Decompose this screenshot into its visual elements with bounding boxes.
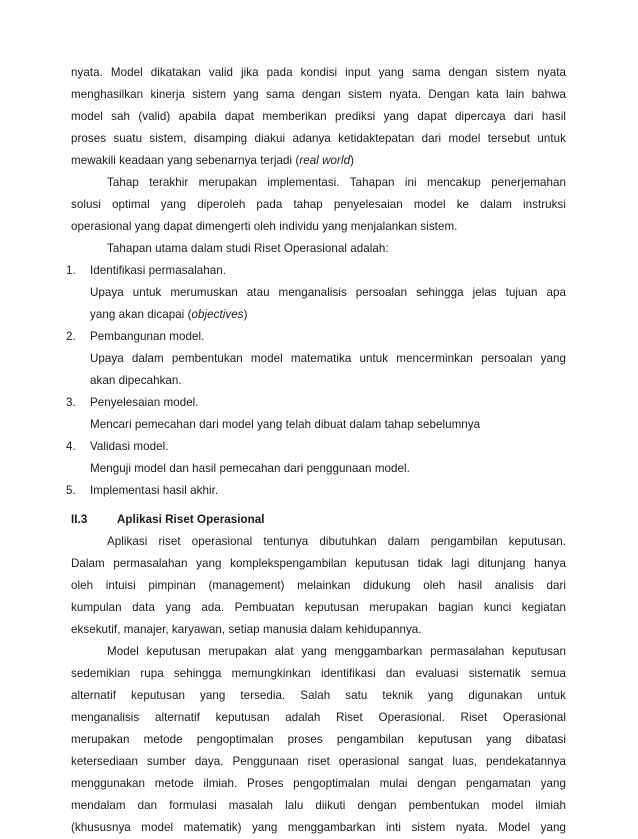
list-item-title [66, 480, 566, 502]
list-number: 3. [66, 396, 76, 409]
paragraph-implementation [71, 172, 566, 238]
paragraph-decision-model [71, 641, 566, 839]
list-title-text: Identifikasi permasalahan. [90, 264, 226, 277]
text-line: Tahap terakhir merupakan implementasi. Tahapan ini mencakup penerjemahan [107, 176, 566, 189]
list-number: 4. [66, 440, 76, 453]
list-item [66, 480, 566, 502]
text-line: Aplikasi riset operasional tentunya dibutuhkan dalam pengambilan keputusan. [107, 535, 566, 548]
paragraph-stages-intro: Tahapan utama dalam studi Riset Operasional adalah: [107, 242, 389, 255]
list-item-desc: Mencari pemecahan dari model yang telah dibuat dalam tahap sebelumnya [90, 418, 481, 431]
page-content [66, 62, 566, 839]
text-line: alternatif keputusan yang tersedia. Salah satu teknik yang digunakan untuk [71, 689, 566, 702]
list-item [66, 326, 566, 392]
text-line: menggunakan metode ilmiah. Proses pengoptimalan mulai dengan pengamatan yang [71, 777, 566, 790]
text-line: operasional yang dapat dimengerti oleh individu yang menjalankan sistem. [71, 220, 458, 233]
list-item-desc: Menguji model dan hasil pemecahan dari penggunaan model. [90, 462, 410, 475]
italic-term: objectives [191, 308, 244, 321]
stages-list [66, 260, 566, 502]
text-line: Dalam permasalahan yang komplekspengambilan keputusan tidak lagi ditunjang hanya [71, 557, 566, 570]
list-item-title [66, 392, 566, 414]
text-line: eksekutif, manajer, karyawan, setiap manusia dalam kehidupannya. [71, 623, 422, 636]
section-number: II.3 [71, 513, 88, 526]
list-item-desc: Upaya dalam pembentukan model matematika untuk mencerminkan persoalan yang [90, 352, 566, 365]
text-span: yang akan dicapai ( [90, 308, 192, 321]
text-line: mendalam dan formulasi masalah lalu diikuti dengan pembentukan model ilmiah [71, 799, 566, 812]
italic-term: real world [299, 154, 351, 167]
text-line: model sah (valid) apabila dapat memberikan prediksi yang dapat dipercaya dari hasil [71, 110, 566, 123]
text-line: proses suatu sistem, disamping diakui adanya ketidaktepatan dari model tersebut untuk [71, 132, 566, 145]
text-line: sedemikian rupa sehingga memungkinkan identifikasi dan evaluasi sistematik semua [71, 667, 566, 680]
list-title-text: Implementasi hasil akhir. [90, 484, 219, 497]
list-item-title [66, 260, 566, 282]
text-line: merupakan metode pengoptimalan proses pengambilan keputusan yang dibatasi [71, 733, 566, 746]
text-line: oleh intuisi pimpinan (management) melainkan didukung oleh hasil analisis dari [71, 579, 566, 592]
list-item-desc [71, 304, 566, 326]
list-item [66, 436, 566, 480]
text-line: nyata. Model dikatakan valid jika pada kondisi input yang sama dengan sistem nyata [71, 66, 566, 79]
list-title-text: Validasi model. [90, 440, 169, 453]
text-line [71, 150, 566, 172]
list-title-text: Pembangunan model. [90, 330, 205, 343]
text-span: ) [350, 154, 354, 167]
text-span: mewakili keadaan yang sebenarnya terjadi ( [71, 154, 300, 167]
list-item-title [66, 326, 566, 348]
text-line: Model keputusan merupakan alat yang menggambarkan permasalahan keputusan [107, 645, 566, 658]
list-number: 5. [66, 484, 76, 497]
text-line: (khususnya model matematik) yang menggambarkan inti sistem nyata. Model yang [71, 821, 566, 834]
section-title: Aplikasi Riset Operasional [117, 513, 265, 526]
list-number: 2. [66, 330, 76, 343]
list-number: 1. [66, 264, 76, 277]
text-line: kumpulan data yang ada. Pembuatan keputusan merupakan bagian kunci kegiatan [71, 601, 566, 614]
text-line: menganalisis alternatif keputusan adalah Riset Operasional. Riset Operasional [71, 711, 566, 724]
list-item-title [66, 436, 566, 458]
list-item-desc: Upaya untuk merumuskan atau menganalisis persoalan sehingga jelas tujuan apa [90, 286, 566, 299]
text-line: solusi optimal yang diperoleh pada tahap penyelesaian model ke dalam instruksi [71, 198, 566, 211]
paragraph-application [71, 531, 566, 641]
list-title-text: Penyelesaian model. [90, 396, 199, 409]
text-line: ketersediaan sumber daya. Penggunaan riset operasional sangat luas, pendekatannya [71, 755, 566, 768]
text-line: menghasilkan kinerja sistem yang sama dengan sistem nyata. Dengan kata lain bahwa [71, 88, 566, 101]
list-item [66, 392, 566, 436]
text-span: ) [243, 308, 248, 321]
list-item [66, 260, 566, 326]
paragraph-model-validity [71, 62, 566, 172]
list-item-desc: akan dipecahkan. [90, 374, 182, 387]
section-heading [71, 509, 566, 531]
